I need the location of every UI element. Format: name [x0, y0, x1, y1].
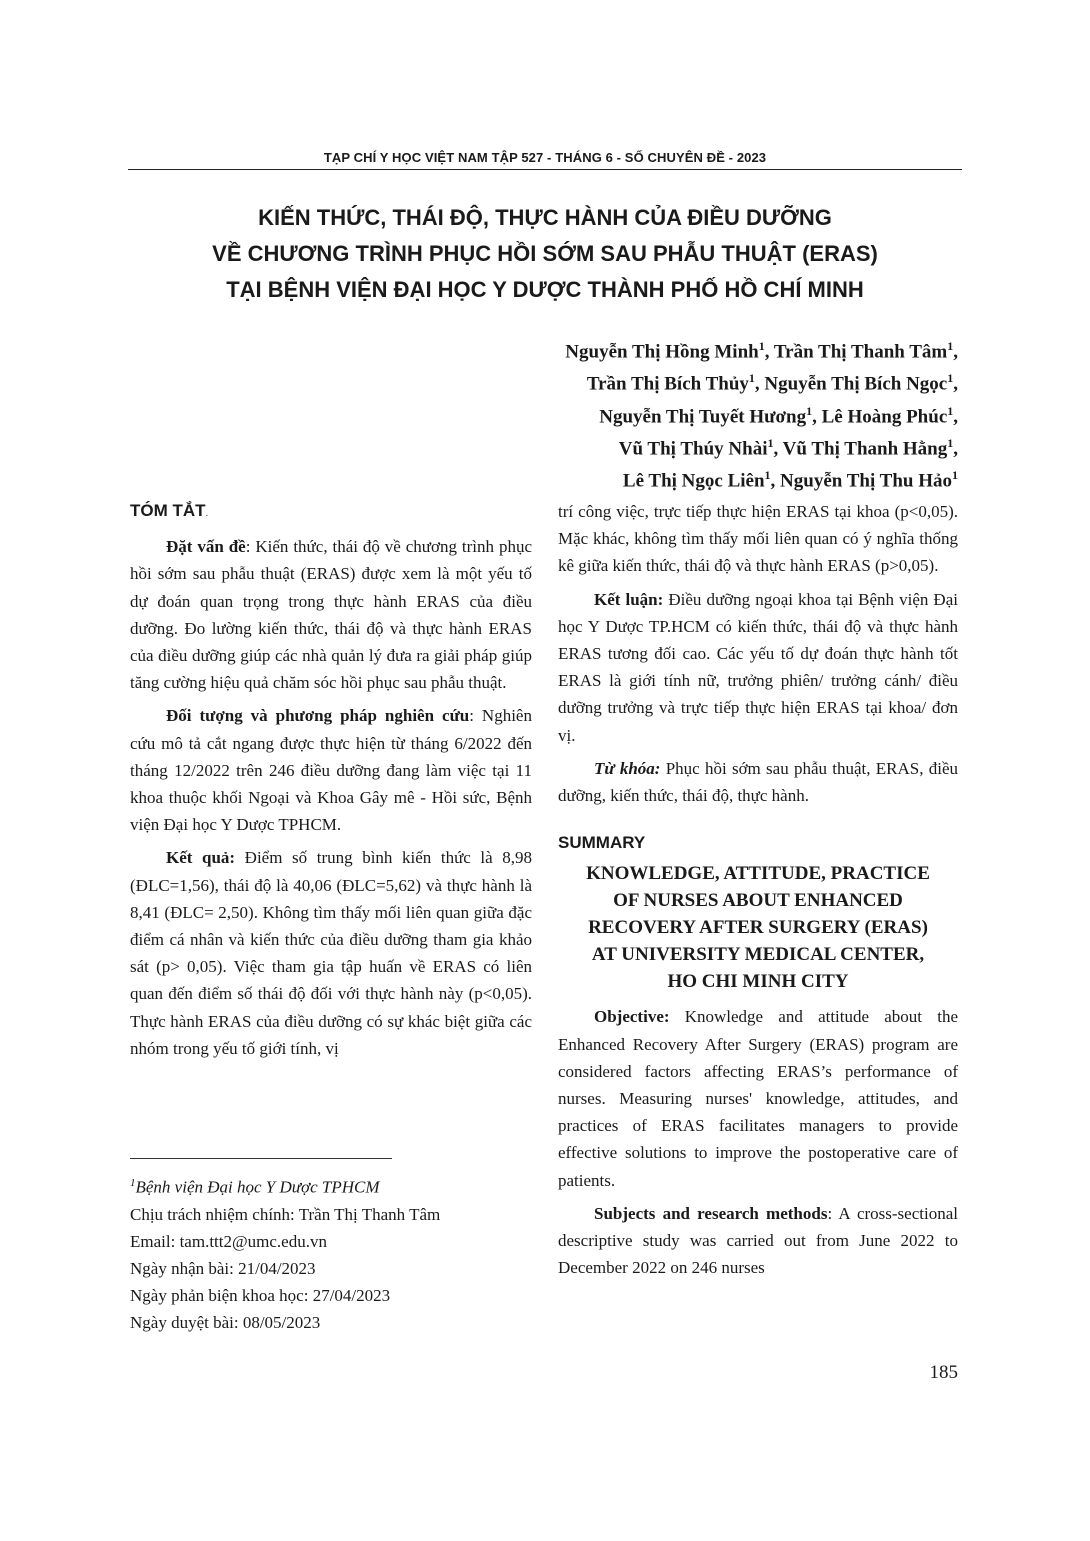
abstract-heading-text: TÓM TẮT — [130, 501, 206, 520]
summary-methods-lead: Subjects and research methods — [594, 1203, 828, 1223]
author-line: Nguyễn Thị Tuyết Hương$^1$, Lê Hoàng Phúc$^1$, — [599, 403, 958, 427]
methods-text: : Nghiên cứu mô tả cắt ngang được thực hiện từ tháng 6/2022 đến tháng 12/2022 trên 246 điều dưỡng đang làm việc tại 11 khoa thuộc khối Ngoại và Khoa Gây mê - Hồi sức, Bệnh viện Đại học Y Dược TPHCM. — [130, 706, 532, 835]
affiliation-text: Bệnh viện Đại học Y Dược TPHCM — [135, 1177, 380, 1197]
objective-lead: Objective: — [594, 1007, 670, 1027]
affiliation-mark: 1 — [764, 468, 771, 483]
title-line: TẠI BỆNH VIỆN ĐẠI HỌC Y DƯỢC THÀNH PHỐ HỒ CHÍ MINH — [226, 277, 864, 302]
title-line: VỀ CHƯƠNG TRÌNH PHỤC HỒI SỚM SAU PHẪU THUẬT (ERAS) — [212, 241, 878, 266]
affiliation-mark: 1 — [947, 403, 954, 418]
author-list — [398, 333, 958, 495]
affiliation-mark: 1 — [952, 468, 958, 483]
footnotes — [130, 1170, 532, 1336]
footnote-rule — [130, 1158, 392, 1159]
affiliation-mark: 1 — [767, 435, 774, 450]
author-name: Vũ Thị Thanh Hằng — [782, 438, 948, 460]
author-name: Trần Thị Bích Thủy — [586, 373, 749, 395]
results-lead: Kết quả: — [166, 848, 236, 868]
background-text: : Kiến thức, thái độ về chương trình phục hồi sớm sau phẫu thuật (ERAS) được xem là một yếu tố dự đoán quan trọng trong thực hành ERAS của điều dưỡng. Đo lường kiến thức, thái độ và thực hành ERAS của điều dưỡng giúp các nhà quản lý đưa ra giải pháp giúp tăng cường hiệu quả chăm sóc hồi phục sau phẫu thuật. — [130, 537, 532, 693]
author-name: Trần Thị Thanh Tâm — [773, 341, 948, 363]
article-title — [128, 200, 962, 308]
affiliation-mark: 1 — [748, 371, 755, 386]
affiliation-mark: 1 — [806, 403, 813, 418]
summary-methods-text: : A cross-sectional descriptive study was carried out from June 2022 to December 2022 on 246 nurses — [558, 1203, 958, 1278]
abstract-results-continued: trí công việc, trực tiếp thực hiện ERAS tại khoa (p<0,05). Mặc khác, không tìm thấy mối liên quan có ý nghĩa thống kê giữa kiến thức, thái độ và thực hành ERAS (p>0,05). — [558, 502, 958, 576]
summary-methods — [558, 1200, 958, 1282]
abstract-results — [130, 844, 532, 1062]
author-name: Nguyễn Thị Hồng Minh — [565, 341, 759, 363]
methods-lead: Đối tượng và phương pháp nghiên cứu — [166, 706, 470, 726]
affiliation-mark: 1 — [947, 339, 954, 353]
affiliation-mark: 1 — [947, 371, 954, 386]
summary-title-line: KNOWLEDGE, ATTITUDE, PRACTICE — [586, 863, 930, 885]
summary-title-line: RECOVERY AFTER SURGERY (ERAS) — [588, 917, 928, 939]
summary-heading: SUMMARY — [558, 833, 646, 853]
footnote-received: Ngày nhận bài: 21/04/2023 — [130, 1258, 316, 1278]
author-line: Trần Thị Bích Thủy$^1$, Nguyễn Thị Bích Ngọc$^1$, — [586, 371, 958, 395]
author-name: Lê Hoàng Phúc — [821, 405, 948, 427]
summary-title-line: OF NURSES ABOUT ENHANCED — [613, 890, 903, 912]
author-name: Lê Thị Ngọc Liên — [622, 470, 765, 492]
journal-header: TẠP CHÍ Y HỌC VIỆT NAM TẬP 527 - THÁNG 6 - SỐ CHUYÊN ĐỀ - 2023 — [323, 150, 767, 165]
author-line: Vũ Thị Thúy Nhài$^1$, Vũ Thị Thanh Hằng$^1$, — [618, 435, 958, 460]
footnote-corresponding: Chịu trách nhiệm chính: Trần Thị Thanh Tâm — [130, 1204, 441, 1224]
background-lead: Đặt vấn đề — [166, 537, 246, 557]
objective-text: Knowledge and attitude about the Enhanced Recovery After Surgery (ERAS) program are considered factors affecting ERAS’s performance of nurses. Measuring nurses' knowledge, attitudes, and practices of ERAS facilitates managers to provide effective solutions to improve the postoperative care of patients. — [558, 1007, 958, 1190]
author-line: Nguyễn Thị Hồng Minh$^1$, Trần Thị Thanh Tâm$^1$, — [565, 339, 958, 363]
author-name: Vũ Thị Thúy Nhài — [618, 438, 768, 460]
footnote-reviewed: Ngày phản biện khoa học: 27/04/2023 — [130, 1285, 391, 1305]
keywords-lead: Từ khóa: — [594, 758, 661, 778]
conclusion-lead: Kết luận: — [594, 589, 664, 609]
footnote-accepted: Ngày duyệt bài: 08/05/2023 — [130, 1312, 321, 1332]
keywords-text: Phục hồi sớm sau phẫu thuật, ERAS, điều dưỡng, kiến thức, thái độ, thực hành. — [558, 758, 958, 806]
abstract-heading-suffix: . — [205, 508, 209, 519]
summary-objective — [558, 1003, 958, 1193]
author-name: Nguyễn Thị Bích Ngọc — [764, 373, 948, 395]
affiliation-mark: 1 — [758, 339, 765, 353]
left-column — [130, 497, 532, 1068]
conclusion-text: Điều dưỡng ngoại khoa tại Bệnh viện Đại học Y Dược TP.HCM có kiến thức, thái độ và thực hành ERAS tương đối cao. Các yếu tố dự đoán thực hành tốt ERAS là giới tính nữ, trưởng phiên/ trưởng cánh/ điều dưỡng trưởng và trực tiếp thực hiện ERAS tại khoa/ đơn vị. — [558, 589, 958, 745]
summary-title — [558, 860, 958, 995]
footnote-affiliation — [130, 1170, 532, 1201]
summary-title-line: AT UNIVERSITY MEDICAL CENTER, — [591, 944, 925, 966]
right-column — [558, 498, 958, 1287]
summary-title-line: HO CHI MINH CITY — [667, 971, 849, 993]
abstract-keywords — [558, 755, 958, 809]
author-name: Nguyễn Thị Tuyết Hương — [599, 405, 807, 427]
results-text: Điểm số trung bình kiến thức là 8,98 (ĐLC=1,56), thái độ là 40,06 (ĐLC=5,62) và thực hành là 8,41 (ĐLC= 2,50). Không tìm thấy mối liên quan giữa đặc điểm cá nhân và kiến thức của điều dưỡng tham gia khảo sát (p> 0,05). Việc tham gia tập huấn về ERAS có liên quan đến điểm số thái độ đối với thực hành này (p<0,05). Thực hành ERAS của điều dưỡng có sự khác biệt giữa các nhóm trong yếu tố giới tính, vị — [130, 848, 533, 1058]
header-rule — [128, 169, 962, 170]
abstract-conclusion — [558, 586, 958, 749]
page-number: 185 — [929, 1362, 958, 1383]
abstract-background — [130, 533, 532, 696]
abstract-heading — [130, 497, 532, 527]
affiliation-mark: 1 — [130, 1177, 136, 1189]
footnote-email: Email: tam.ttt2@umc.edu.vn — [130, 1231, 327, 1251]
title-line: KIẾN THỨC, THÁI ĐỘ, THỰC HÀNH CỦA ĐIỀU DƯỠNG — [258, 205, 832, 230]
author-name: Nguyễn Thị Thu Hảo — [780, 470, 952, 492]
affiliation-mark: 1 — [947, 435, 954, 450]
author-line: Lê Thị Ngọc Liên$^1$, Nguyễn Thị Thu Hảo$^1$ — [622, 468, 958, 492]
abstract-methods — [130, 702, 532, 838]
